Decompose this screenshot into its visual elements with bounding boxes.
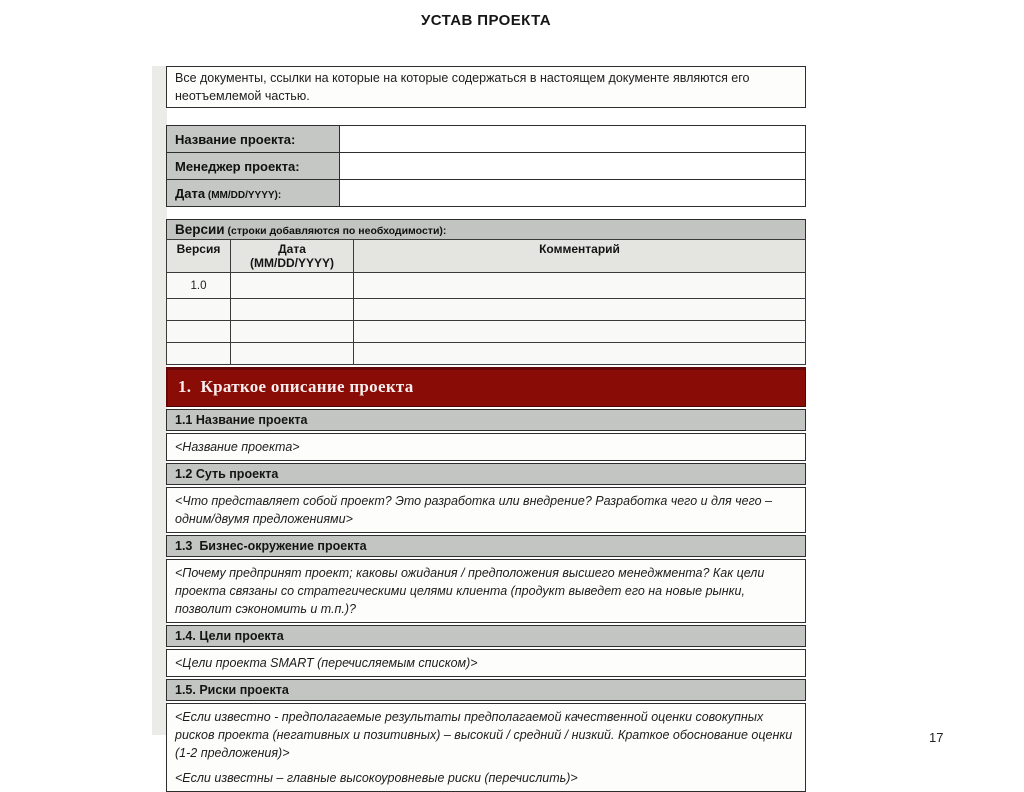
project-info-table [166, 125, 806, 207]
versions-column-sublabel: (MM/DD/YYYY) [250, 256, 334, 270]
subsection-content [166, 703, 806, 792]
versions-header-row [167, 240, 806, 273]
subsection-content [166, 487, 806, 533]
subsection-content [166, 559, 806, 623]
versions-table-body [167, 273, 806, 365]
versions-cell [354, 299, 806, 321]
sections [166, 409, 806, 792]
versions-column-label: Версия [176, 242, 221, 256]
page-number: 17 [929, 730, 944, 745]
info-value-cell [340, 180, 806, 207]
info-row [167, 126, 806, 153]
page-title: УСТАВ ПРОЕКТА [421, 12, 551, 29]
versions-cell [231, 343, 354, 365]
info-value-cell [340, 153, 806, 180]
document-body [166, 66, 806, 792]
subsection-header: 1.4. Цели проекта [166, 625, 806, 647]
info-label-format-hint: (MM/DD/YYYY): [205, 189, 282, 201]
versions-column-header [231, 240, 354, 273]
section-heading: 1. Краткое описание проекта [166, 367, 806, 407]
versions-cell [231, 321, 354, 343]
info-row [167, 180, 806, 207]
placeholder-text: <Цели проекта SMART (перечисляемым списком)> [175, 656, 478, 670]
versions-titlebar [166, 219, 806, 239]
versions-block [166, 219, 806, 365]
versions-title: Версии [175, 222, 225, 237]
subsection-header: 1.5. Риски проекта [166, 679, 806, 701]
versions-column-label: Дата [278, 242, 306, 256]
versions-column-label: Комментарий [539, 242, 620, 256]
placeholder-text: <Что представляет собой проект? Это разработка или внедрение? Разработка чего и для чего – одним/двумя предложениями> [175, 494, 772, 526]
subsection-header: 1.3 Бизнес-окружение проекта [166, 535, 806, 557]
versions-cell [354, 343, 806, 365]
versions-cell [167, 321, 231, 343]
info-row-label [167, 153, 340, 180]
subsection-content [166, 433, 806, 461]
document-left-margin [152, 66, 167, 735]
versions-cell [231, 299, 354, 321]
subsection-header: 1.2 Суть проекта [166, 463, 806, 485]
placeholder-text: <Название проекта> [175, 440, 300, 454]
versions-cell [354, 321, 806, 343]
versions-cell [231, 273, 354, 299]
versions-table [166, 239, 806, 365]
versions-row [167, 343, 806, 365]
info-row [167, 153, 806, 180]
info-table-body [167, 126, 806, 207]
info-value-cell [340, 126, 806, 153]
placeholder-text: <Если известны – главные высокоуровневые риски (перечислить)> [175, 771, 578, 785]
versions-cell [354, 273, 806, 299]
versions-cell: 1.0 [167, 273, 231, 299]
info-row-label [167, 126, 340, 153]
info-row-label [167, 180, 340, 207]
subsection-content [166, 649, 806, 677]
versions-column-header [167, 240, 231, 273]
placeholder-text: <Почему предпринят проект; каковы ожидания / предположения высшего менеджмента? Как цели проекта связаны со стратегическими целями клиента (продукт выведет его на новые рынки, позволит сэкономить и т.п.)? [175, 566, 765, 616]
versions-row [167, 299, 806, 321]
notice-box: Все документы, ссылки на которые на которые содержаться в настоящем документе являются его неотъемлемой частью. [166, 66, 806, 108]
info-label-text: Менеджер проекта: [175, 158, 300, 174]
versions-column-header [354, 240, 806, 273]
versions-note: (строки добавляются по необходимости): [224, 225, 447, 237]
subsection-header: 1.1 Название проекта [166, 409, 806, 431]
info-label-text: Дата [175, 185, 206, 201]
versions-row [167, 321, 806, 343]
versions-cell [167, 299, 231, 321]
versions-cell [167, 343, 231, 365]
versions-row [167, 273, 806, 299]
placeholder-text: <Если известно - предполагаемые результаты предполагаемой качественной оценки совокупных рисков проекта (негативных и позитивных) – высокий / средний / низкий. Краткое обоснование оценки (1-2 предложения)> [175, 710, 793, 760]
info-label-text: Название проекта: [175, 131, 296, 147]
